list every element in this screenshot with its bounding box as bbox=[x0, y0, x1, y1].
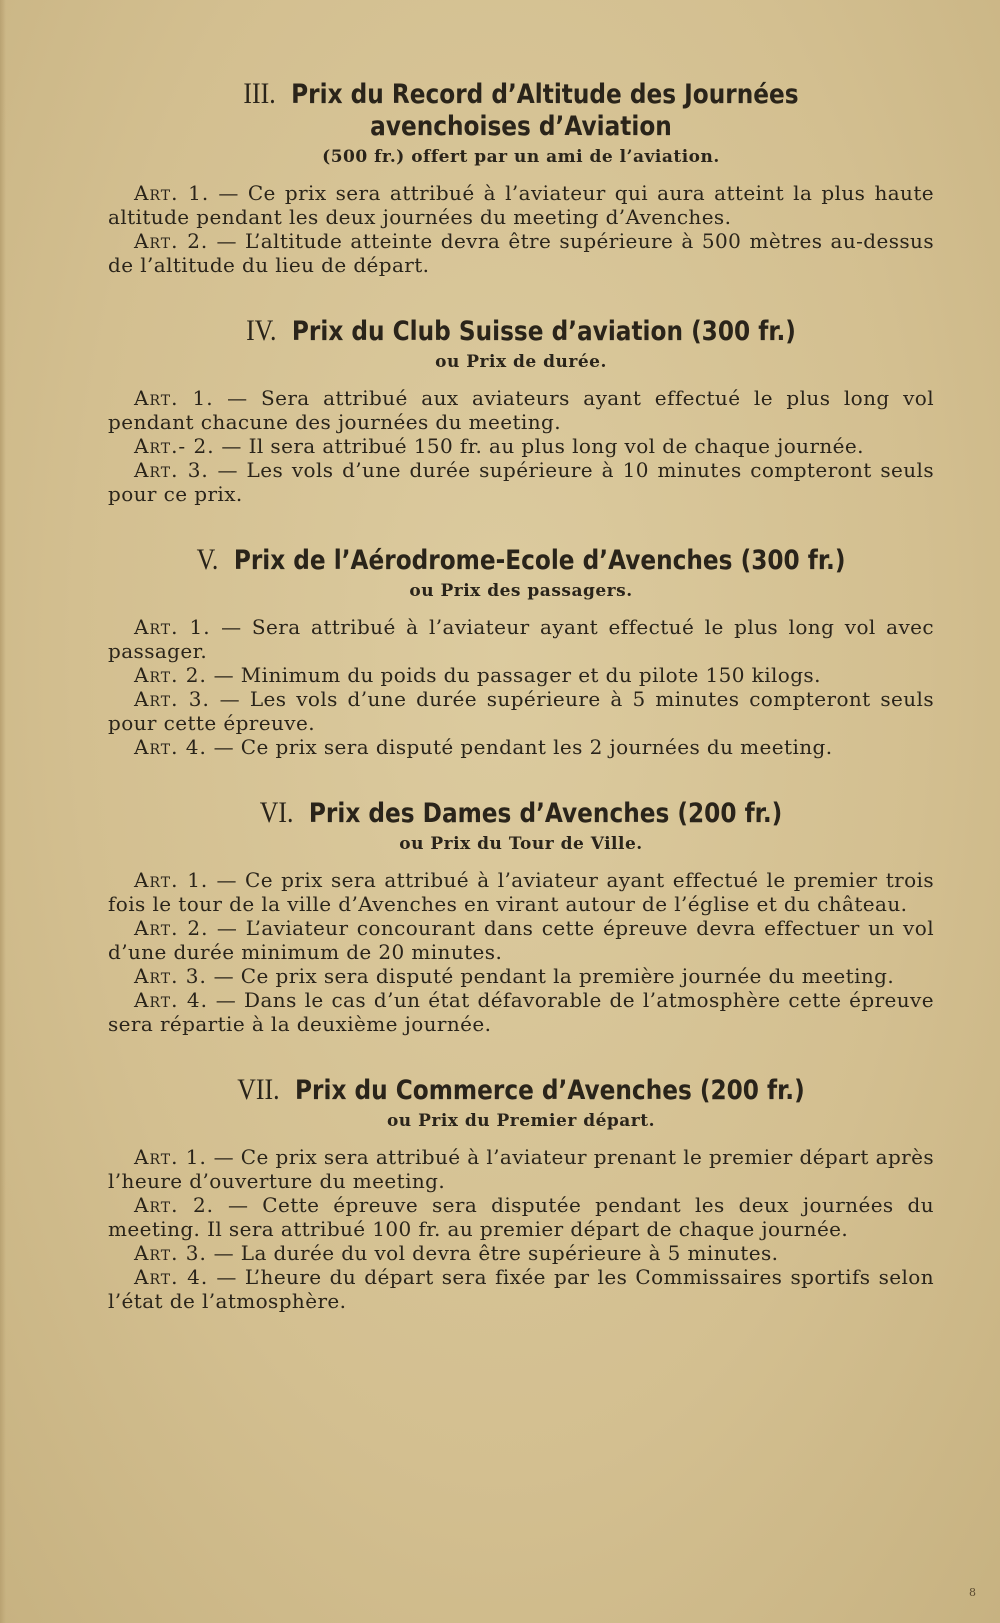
article-paragraph bbox=[108, 1265, 934, 1313]
prize-subtitle: ou Prix de durée. bbox=[435, 352, 607, 372]
article-paragraph bbox=[108, 229, 934, 277]
article-text: — Cette épreuve sera disputée pendant les deux journées du meeting. Il sera attribué 100 fr. au premier départ de chaque journée. bbox=[108, 1193, 934, 1241]
prize-heading bbox=[166, 315, 876, 348]
article-text: — Les vols d’une durée supérieure à 10 minutes compteront seuls pour ce prix. bbox=[108, 458, 935, 506]
article-paragraph bbox=[108, 687, 934, 735]
article-paragraph bbox=[108, 868, 934, 916]
article-text: — L’altitude atteinte devra être supérieure à 500 mètres au-dessus de l’altitude du lieu de départ. bbox=[108, 229, 934, 277]
prize-section bbox=[108, 1074, 934, 1313]
article-label: Art. 2. bbox=[134, 1193, 215, 1217]
article-text: — Il sera attribué 150 fr. au plus long vol de chaque journée. bbox=[221, 434, 864, 458]
page-edge-shadow bbox=[0, 0, 6, 1623]
prize-section bbox=[108, 78, 934, 277]
article-label: Art. 3. bbox=[134, 964, 207, 988]
article-paragraph bbox=[108, 1145, 934, 1193]
article-label: Art. 4. bbox=[134, 735, 207, 759]
prize-heading bbox=[166, 1074, 876, 1107]
document-content bbox=[108, 78, 934, 1351]
prize-title: Prix de l’Aérodrome-Ecole d’Avenches (300 fr.) bbox=[233, 545, 846, 576]
prize-number: IV. bbox=[246, 314, 277, 347]
article-paragraph bbox=[108, 964, 934, 988]
article-label: Art. 1. bbox=[134, 868, 209, 892]
article-label: Art. 2. bbox=[134, 916, 209, 940]
article-label: Art. 2. bbox=[134, 229, 209, 253]
prize-title: Prix du Commerce d’Avenches (200 fr.) bbox=[295, 1075, 805, 1106]
article-label: Art. 1. bbox=[134, 181, 210, 205]
prize-heading bbox=[166, 544, 876, 577]
prize-heading bbox=[166, 78, 876, 143]
article-label: Art. 1. bbox=[134, 386, 214, 410]
prize-subtitle: (500 fr.) offert par un ami de l’aviation. bbox=[322, 147, 720, 167]
prize-number: III. bbox=[243, 77, 276, 110]
article-label: Art. 4. bbox=[134, 988, 208, 1012]
article-text: — Ce prix sera attribué à l’aviateur qui aura atteint la plus haute altitude pendant les deux journées du meeting d’Avenches. bbox=[108, 181, 934, 229]
article-paragraph bbox=[108, 615, 934, 663]
prize-number: VI. bbox=[259, 796, 294, 829]
article-label: Art. 3. bbox=[134, 458, 209, 482]
article-text: — L’heure du départ sera fixée par les Commissaires sportifs selon l’état de l’atmosphère. bbox=[108, 1265, 934, 1313]
article-paragraph bbox=[108, 1193, 934, 1241]
article-label: Art. 4. bbox=[134, 1265, 209, 1289]
article-label: Art. 1. bbox=[134, 615, 211, 639]
article-paragraph bbox=[108, 386, 934, 434]
prize-title: Prix des Dames d’Avenches (200 fr.) bbox=[308, 798, 783, 829]
article-text: — Ce prix sera disputé pendant les 2 journées du meeting. bbox=[213, 735, 833, 759]
article-paragraph bbox=[108, 735, 934, 759]
article-label: Art. 3. bbox=[134, 687, 210, 711]
prize-section bbox=[108, 315, 934, 506]
article-label: Art.- 2. bbox=[134, 434, 215, 458]
article-paragraph bbox=[108, 1241, 934, 1265]
article-label: Art. 1. bbox=[134, 1145, 207, 1169]
article-paragraph bbox=[108, 458, 934, 506]
article-text: — Sera attribué à l’aviateur ayant effectué le plus long vol avec passager. bbox=[108, 615, 935, 663]
article-paragraph bbox=[108, 663, 934, 687]
article-paragraph bbox=[108, 916, 934, 964]
article-paragraph bbox=[108, 434, 934, 458]
article-text: — Ce prix sera attribué à l’aviateur ayant effectué le premier trois fois le tour de la ville d’Avenches en virant autour de l’église et du château. bbox=[108, 868, 934, 916]
article-text: — La durée du vol devra être supérieure à 5 minutes. bbox=[213, 1241, 779, 1265]
article-paragraph bbox=[108, 988, 934, 1036]
article-text: — L’aviateur concourant dans cette épreuve devra effectuer un vol d’une durée minimum de 20 minutes. bbox=[108, 916, 934, 964]
prize-subtitle: ou Prix des passagers. bbox=[409, 581, 633, 601]
prize-title: Prix du Club Suisse d’aviation (300 fr.) bbox=[291, 316, 796, 347]
article-text: — Dans le cas d’un état défavorable de l’atmosphère cette épreuve sera répartie à la deuxième journée. bbox=[108, 988, 934, 1036]
article-text: — Les vols d’une durée supérieure à 5 minutes compteront seuls pour cette épreuve. bbox=[108, 687, 935, 735]
prize-title: Prix du Record d’Altitude des Journées avenchoises d’Aviation bbox=[291, 79, 799, 142]
article-paragraph bbox=[108, 181, 934, 229]
prize-subtitle: ou Prix du Tour de Ville. bbox=[399, 834, 643, 854]
prize-subtitle: ou Prix du Premier départ. bbox=[386, 1111, 656, 1131]
article-label: Art. 2. bbox=[134, 663, 207, 687]
article-text: — Sera attribué aux aviateurs ayant effectué le plus long vol pendant chacune des journées du meeting. bbox=[108, 386, 935, 434]
article-label: Art. 3. bbox=[134, 1241, 207, 1265]
prize-number: V. bbox=[196, 543, 219, 576]
article-text: — Ce prix sera attribué à l’aviateur prenant le premier départ après l’heure d’ouverture du meeting. bbox=[108, 1145, 935, 1193]
article-text: — Minimum du poids du passager et du pilote 150 kilogs. bbox=[213, 663, 821, 687]
prize-section bbox=[108, 544, 934, 759]
article-text: — Ce prix sera disputé pendant la première journée du meeting. bbox=[213, 964, 895, 988]
prize-number: VII. bbox=[237, 1073, 280, 1106]
page-mark: 8 bbox=[969, 1586, 976, 1599]
prize-section bbox=[108, 797, 934, 1036]
prize-heading bbox=[166, 797, 876, 830]
